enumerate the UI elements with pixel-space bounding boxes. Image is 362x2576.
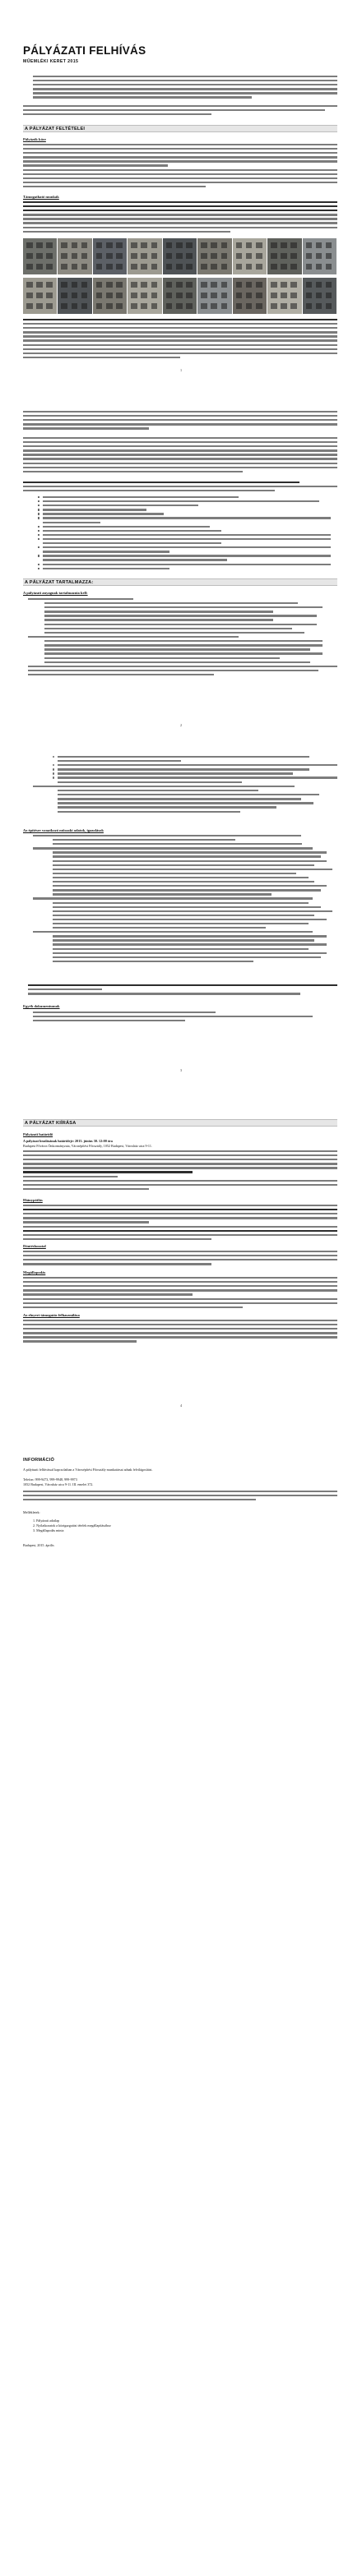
page2-list (43, 496, 331, 572)
subhead-szukseges: Az építésre vonatkozó műszaki adatok, igazolások (23, 828, 104, 832)
building-photo (197, 278, 231, 314)
hianypotlas-text (23, 1205, 337, 1242)
building-photo (58, 238, 91, 274)
page-number-1: 1 (179, 368, 183, 372)
building-photo (128, 278, 161, 314)
building-photo (23, 278, 57, 314)
subhead-hianypotlas: Hiánypótlás (23, 1198, 43, 1202)
building-photo (23, 238, 57, 274)
subhead-tamogathato: Támogatható munkák (23, 195, 59, 199)
tamogathato-text (23, 201, 337, 235)
page2-paragraph-2 (23, 437, 337, 475)
informacio-contact: Telefon: 999-9473, 999-9948, 999-9973 (23, 1477, 77, 1482)
building-photo (163, 238, 197, 274)
intro-paragraph-2 (23, 105, 337, 118)
megallapodas-text (23, 1277, 337, 1311)
photo-caption (23, 319, 337, 361)
annex-item-3: 3. Megállapodás minta (33, 1528, 64, 1532)
subhead-szerzodes: Az elnyert támogatás felhasználása (23, 1313, 80, 1317)
page-number-3: 3 (179, 1068, 183, 1072)
informacio-paragraph (23, 1491, 337, 1503)
page3-bullets (58, 756, 337, 786)
building-photo (58, 278, 91, 314)
building-photo (128, 238, 161, 274)
building-photo (163, 278, 197, 314)
building-photo (233, 278, 267, 314)
page2-bold-list-intro (23, 482, 337, 494)
subhead-beny-hatarido: Pályázati határidő (23, 1132, 53, 1136)
date-line: Budapest, 2015. április (23, 1543, 54, 1547)
informacio-address: 1052 Budapest, Városház utca 9-11. III. emelet 372. (23, 1482, 94, 1486)
document-title: PÁLYÁZATI FELHÍVÁS (23, 44, 146, 57)
informacio-text: A pályázati felhívással kapcsolatban a Városépítési Főosztály munkatársai adnak felvilágosítást. (23, 1468, 153, 1472)
building-photo (93, 238, 127, 274)
egyeb-list (33, 1012, 337, 1024)
subhead-kotelezo: A pályázati anyagnak tartalmaznia kell: (23, 591, 88, 595)
annexes-head: Mellékletek: (23, 1510, 40, 1514)
page3-numbered (33, 786, 337, 815)
document-subtitle: MŰEMLÉKI KERET 2015 (23, 59, 79, 64)
beny-hatarido-text (23, 1150, 337, 1192)
page-number-2: 2 (179, 723, 183, 727)
deadline-address: Budapest Főváros Önkormányzata, Városépítési Főosztály, 1052 Budapest, Városház utca 9-11. (23, 1144, 152, 1148)
building-photo (267, 238, 301, 274)
section-header-informacio: INFORMÁCIÓ (23, 1458, 55, 1463)
page3-closing (28, 984, 337, 997)
building-photo (93, 278, 127, 314)
dontes-text (23, 1251, 337, 1267)
section-header-feltetelek: A PÁLYÁZAT FELTÉTELEI (23, 125, 337, 132)
building-photo (233, 238, 267, 274)
building-photo (303, 238, 336, 274)
building-photo-strip-1 (23, 238, 337, 274)
section-header-kiiras: A PÁLYÁZAT KIÍRÁSA (23, 1119, 337, 1127)
page-number-4: 4 (179, 1403, 183, 1408)
intro-paragraph (33, 76, 337, 101)
subhead-dontes: Döntéshozatal (23, 1244, 46, 1248)
subhead-megallapodas: Megállapodás (23, 1270, 46, 1274)
subhead-palyazok-kore: Pályázók köre (23, 137, 46, 141)
szerzodes-text (23, 1320, 337, 1345)
page2-paragraph-1 (23, 411, 337, 431)
palyazok-kore-text (23, 144, 337, 190)
building-photo (197, 238, 231, 274)
subhead-egyeb: Egyéb dokumentumok (23, 1004, 60, 1008)
kotelezo-list (28, 598, 337, 678)
deadline-text: A pályázat beadásának határideje: 2015. június 30. 12:00 óra (23, 1139, 113, 1143)
building-photo-strip-2 (23, 278, 337, 314)
building-photo (267, 278, 301, 314)
szukseges-list (33, 835, 337, 965)
building-photo (303, 278, 336, 314)
section-header-tartalom: A PÁLYÁZAT TARTALMAZZA: (23, 578, 337, 586)
annex-item-2: 2. Nyilatkozatok a közigazgatási tételek megállapításához (33, 1523, 111, 1528)
annex-item-1: 1. Pályázati adatlap (33, 1518, 59, 1523)
